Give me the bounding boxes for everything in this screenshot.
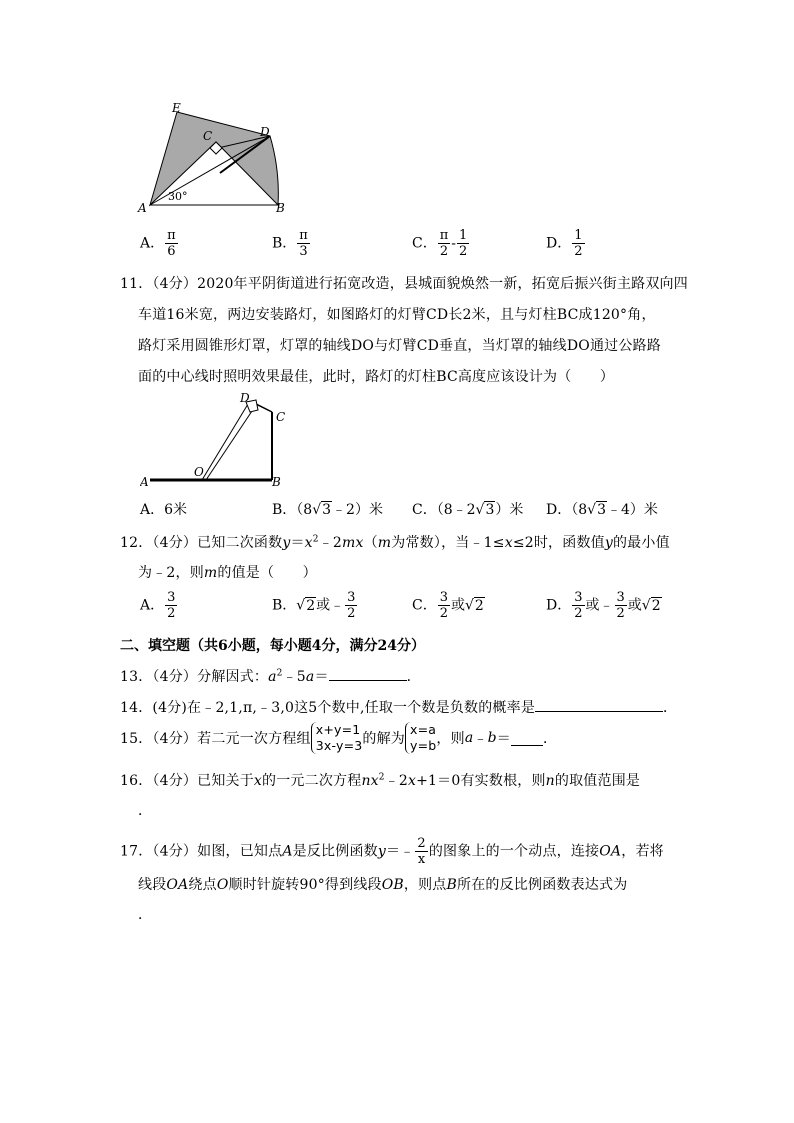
axis-do (202, 404, 248, 480)
solution-system: x=a y=b (405, 722, 436, 754)
label-c: C (203, 129, 213, 143)
sector-figure (130, 100, 300, 218)
label-b: B (272, 475, 281, 489)
q12-option-b[interactable]: B．√2或﹣ $\frac{3}{2}$ (272, 590, 356, 621)
label-a: A (140, 475, 149, 489)
section-heading: 二、填空题（共6小题，每小题4分，满分24分） (120, 638, 425, 654)
q11-option-b[interactable]: B．（8√3﹣2）米 (272, 502, 383, 518)
q12-line-1: 12．（4分）已知二次函数$y=x^2﹣2mx(m$为常数），当﹣1≤x≤2时，函数值y的最小值 (120, 534, 670, 551)
answer-blank[interactable] (535, 697, 663, 712)
q17-line-1: 17．（4分）如图，已知点A是反比例函数y＝﹣ $\frac{2}{x}$ 的图象上的一个动点，连接OA，若将 (120, 836, 664, 867)
label-b: B (276, 201, 285, 215)
label-d: D (240, 391, 250, 405)
q12-option-c[interactable]: C． $\frac{3}{2}$ 或√2 (412, 590, 484, 621)
q11-line-4: 面的中心线时照明效果最佳，此时，路灯的灯柱BC高度应该设计为（ ） (138, 369, 615, 385)
q11-line-3: 路灯采用圆锥形灯罩，灯罩的轴线DO与灯臂CD垂直，当灯罩的轴线DO通过公路路 (138, 338, 661, 354)
q11-option-a[interactable]: A．6米 (140, 502, 188, 518)
q17-line-3: ． (138, 907, 153, 923)
q11-line-1: 11．（4分）2020年平阴街道进行拓宽改造，县城面貌焕然一新，拓宽后振兴街主路双向四 (120, 276, 688, 292)
q10-option-d[interactable]: D． $\frac{1}{2}$ (546, 228, 583, 259)
q11-option-d[interactable]: D．（8√3﹣4）米 (546, 502, 658, 518)
axis-do-2 (206, 408, 254, 480)
label-a: A (138, 201, 147, 215)
label-d: D (260, 125, 270, 139)
q11-option-c[interactable]: C．（8﹣2√3）米 (412, 502, 524, 518)
label-angle: 30° (168, 190, 188, 203)
q10-option-c[interactable]: C． $\frac{\pi}{2}$ - $\frac{1}{2}$ (412, 228, 468, 259)
q12-line-2: 为﹣2，则m的值是（ ） (138, 565, 317, 581)
q12-option-a[interactable]: A． $\frac{3}{2}$ (140, 590, 176, 621)
q15: 15．（4分）若二元一次方程组 x+y=1 3x-y=3 的解为 x=a y=b ，则a﹣b＝ ． (120, 722, 558, 753)
label-c: C (276, 410, 286, 424)
answer-blank[interactable] (329, 666, 407, 681)
q10-option-b[interactable]: B． $\frac{\pi}{3}$ (272, 228, 308, 259)
label-e: E (172, 101, 181, 115)
q11-line-2: 车道16米宽，两边安装路灯，如图路灯的灯臂CD长2米，且与灯柱BC成120°角， (138, 307, 656, 323)
equation-system: x+y=1 3x-y=3 (311, 722, 363, 754)
q12-option-d[interactable]: D． $\frac{3}{2}$ 或﹣ $\frac{3}{2}$ 或√2 (546, 590, 661, 621)
streetlight-figure (140, 390, 300, 490)
q17-line-2: 线段OA绕点O顺时针旋转90°得到线段OB，则点B所在的反比例函数表达式为 (138, 877, 628, 893)
q10-option-a[interactable]: A． $\frac{\pi}{6}$ (140, 228, 176, 259)
label-o: O (194, 465, 204, 479)
q13: 13．（4分）分解因式：$a^2﹣5a=$ ． (120, 666, 421, 686)
answer-blank[interactable] (511, 731, 543, 746)
q16-line-1: 16．（4分）已知关于x的一元二次方程$nx^2﹣2x+1=0$有实数根，则n的取值范围是 (120, 772, 641, 789)
q14: 14．(4分)在﹣2,1,π,﹣3,0这5个数中,任取一个数是负数的概率是 ． (120, 697, 677, 717)
q16-line-2: ． (138, 803, 153, 819)
